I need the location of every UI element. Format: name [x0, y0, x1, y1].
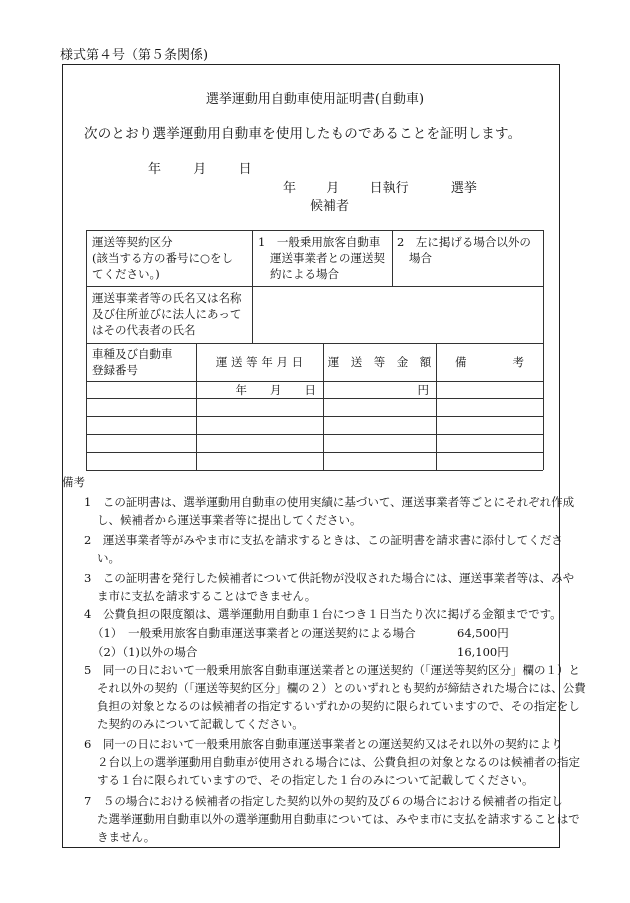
amount-unit-label: 円: [417, 383, 429, 397]
contract-type-label: 運送等契約区分 (該当する方の番号に○をし てください。): [92, 235, 234, 281]
note-4: 4 公費負担の限度額は、選挙運動用自動車１台につき１日当たり次に掲げる金額までです。: [84, 607, 562, 621]
date-unit-label: 年 月 日: [235, 383, 316, 397]
election-name-label: 選挙: [450, 181, 477, 196]
election-day-label: 日執行: [369, 181, 409, 196]
note-1: 1 この証明書は、選挙運動用自動車の使用実績に基づいて、運送事業者等ごとにそれぞれ作成 し、候補者から運送事業者等に提出してください。: [84, 495, 575, 527]
election-month-label: 月: [326, 181, 340, 196]
notes-heading: 備考: [62, 475, 85, 489]
day-label: 日: [238, 162, 252, 177]
note-6: 6 同一の日において一般乗用旅客自動車運送事業者との運送契約又はそれ以外の契約により ２台以上の選挙運動用自動車が使用される場合には、公費負担の対象となるのは候補者の指定 する１台に限られていますので、その指定した１台のみについて記載してください。: [84, 737, 580, 787]
month-label: 月: [193, 162, 207, 177]
note-5: 5 同一の日において一般乗用旅客自動車運送業者との運送契約（「運送等契約区分」欄の１）と それ以外の契約（「運送等契約区分」欄の２）とのいずれとも契約が締結された場合には、公費 負担の対象となるのは候補者の指定するいずれかの契約に限られていますので、その指定をし た契約のみについて記載してください。: [84, 663, 586, 731]
year-label: 年: [148, 162, 162, 177]
form-number: 様式第４号（第５条関係): [60, 48, 209, 63]
operator-name-label: 運送事業者等の氏名又は名称 及び住所並びに法人にあって はその代表者の氏名: [92, 291, 242, 337]
contract-option-2[interactable]: 2 左に掲げる場合以外の 場合: [397, 235, 531, 265]
candidate-label: 候補者: [310, 199, 350, 214]
vehicle-type-header: 車種及び自動車 登録番号: [92, 347, 173, 377]
limit-1: （1） 一般乗用旅客自動車運送事業者との運送契約による場合 64,500円: [92, 626, 509, 640]
remarks-header: 備 考: [455, 355, 524, 369]
certification-statement: 次のとおり選挙運動用自動車を使用したものであることを証明します。: [84, 126, 522, 142]
note-2: 2 運送事業者等がみやま市に支払を請求するときは、この証明書を請求書に添付してくださ い。: [84, 533, 563, 565]
note-3: 3 この証明書を発行した候補者について供託物が没収された場合には、運送事業者等は、みや ま市に支払を請求することはできません。: [84, 571, 575, 603]
document-title: 選挙運動用自動車使用証明書(自動車): [205, 92, 425, 107]
election-line: [283, 177, 477, 196]
transport-amount-header: 運 送 等 金 額: [327, 355, 432, 369]
transport-date-header: 運 送 等 年 月 日: [215, 355, 304, 369]
certificate-date: [148, 158, 252, 177]
election-year-label: 年: [283, 181, 297, 196]
note-7: 7 ５の場合における候補者の指定した契約以外の契約及び６の場合における候補者の指定し た選挙運動用自動車以外の選挙運動用自動車については、みやま市に支払を請求することはで きません。: [84, 794, 580, 844]
contract-option-1[interactable]: 1 一般乗用旅客自動車 運送事業者との運送契 約による場合: [258, 235, 385, 281]
operator-name-field[interactable]: [253, 287, 542, 342]
limit-2: （2）（1)以外の場合 16,100円: [92, 645, 509, 659]
